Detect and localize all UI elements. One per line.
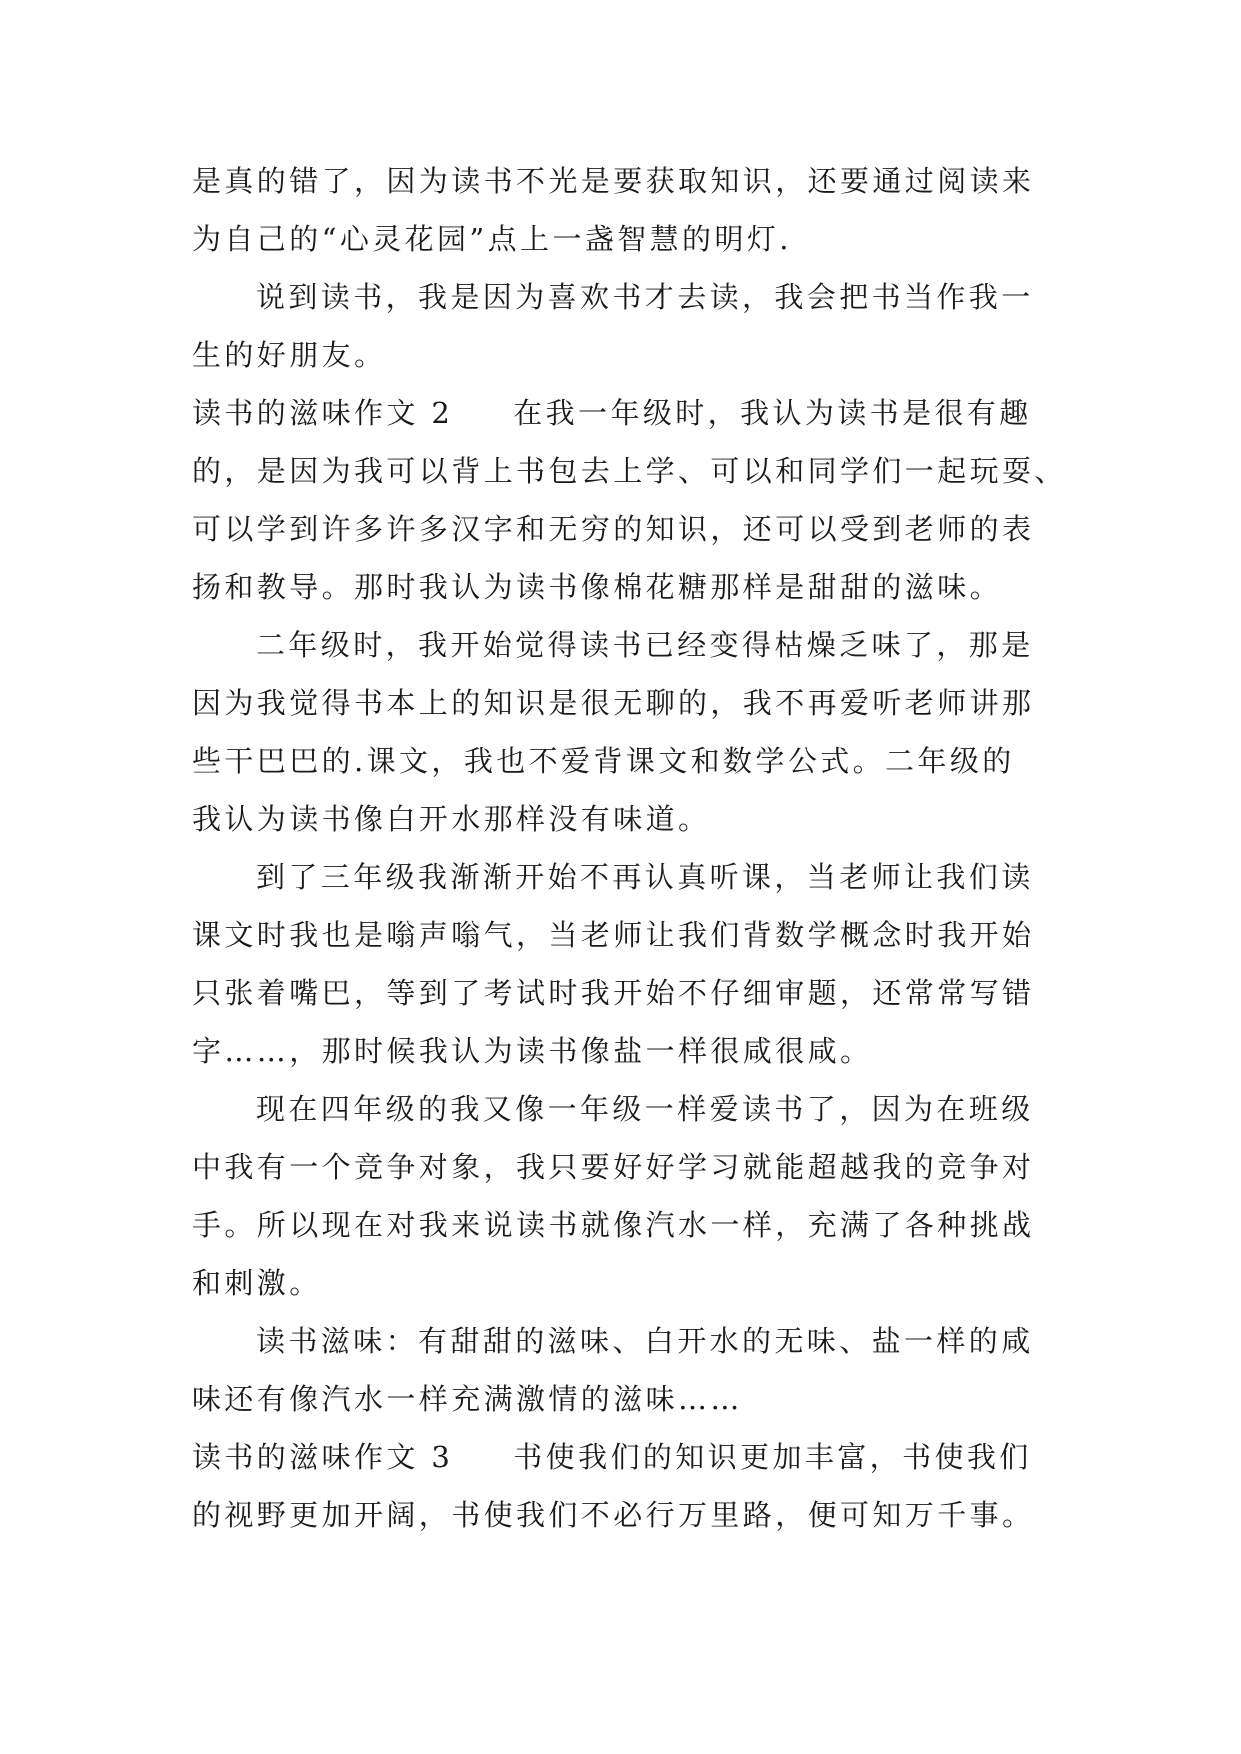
essay-heading-line <box>192 384 1072 442</box>
essay-heading-line <box>192 1428 1072 1486</box>
essay-text <box>192 152 1072 1544</box>
text-line: 在我一年级时，我认为读书是很有趣 <box>513 396 1032 430</box>
text-line: 和刺激。 <box>192 1266 322 1300</box>
text-line: 字……，那时候我认为读书像盐一样很咸很咸。 <box>192 1034 873 1068</box>
text-line: 课文时我也是嗡声嗡气，当老师让我们背数学概念时我开始 <box>192 918 1035 952</box>
text-line: 扬和教导。那时我认为读书像棉花糖那样是甜甜的滋味。 <box>192 570 1003 604</box>
text-line: 的，是因为我可以背上书包去上学、可以和同学们一起玩耍、 <box>192 454 1067 488</box>
text-line: 因为我觉得书本上的知识是很无聊的，我不再爱听老师讲那 <box>192 686 1035 720</box>
paragraph-start: 现在四年级的我又像一年级一样爱读书了，因为在班级 <box>256 1092 1034 1126</box>
paragraph-start: 读书滋味：有甜甜的滋味、白开水的无味、盐一样的咸 <box>256 1324 1034 1358</box>
text-line: 些干巴巴的.课文，我也不爱背课文和数学公式。二年级的 <box>192 744 1015 778</box>
text-line: 书使我们的知识更加丰富，书使我们 <box>513 1440 1032 1474</box>
text-line: 手。所以现在对我来说读书就像汽水一样，充满了各种挑战 <box>192 1208 1035 1242</box>
text-line: 可以学到许多许多汉字和无穷的知识，还可以受到老师的表 <box>192 512 1035 546</box>
essay-heading: 读书的滋味作文 3 <box>192 1440 454 1474</box>
text-line: 的视野更加开阔，书使我们不必行万里路，便可知万千事。 <box>192 1498 1035 1532</box>
text-line: 生的好朋友。 <box>192 338 387 372</box>
paragraph-start: 二年级时，我开始觉得读书已经变得枯燥乏味了，那是 <box>256 628 1034 662</box>
text-line: 我认为读书像白开水那样没有味道。 <box>192 802 711 836</box>
text-line: 味还有像汽水一样充满激情的滋味…… <box>192 1382 743 1416</box>
text-line: 中我有一个竞争对象，我只要好好学习就能超越我的竞争对 <box>192 1150 1035 1184</box>
text-line: 是真的错了，因为读书不光是要获取知识，还要通过阅读来 <box>192 164 1035 198</box>
paragraph-start: 说到读书，我是因为喜欢书才去读，我会把书当作我一 <box>256 280 1034 314</box>
text-line: 为自己的“心灵花园”点上一盏智慧的明灯. <box>192 222 792 256</box>
essay-heading: 读书的滋味作文 2 <box>192 396 454 430</box>
text-line: 只张着嘴巴，等到了考试时我开始不仔细审题，还常常写错 <box>192 976 1035 1010</box>
paragraph-start: 到了三年级我渐渐开始不再认真听课，当老师让我们读 <box>256 860 1034 894</box>
